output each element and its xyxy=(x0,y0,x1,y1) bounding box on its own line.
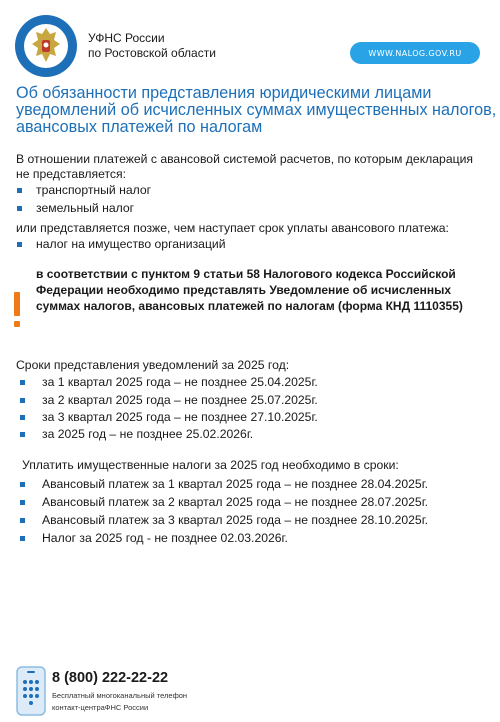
deadline-item: за 2025 год – не позднее 25.02.2026г. xyxy=(42,427,254,441)
bullet-icon xyxy=(20,536,25,541)
notice-line: суммах налогов, авансовых платежей по налогам (форма КНД 1110355) xyxy=(36,299,463,313)
tax-item: транспортный налог xyxy=(36,183,152,197)
hotline-phone[interactable]: 8 (800) 222-22-22 xyxy=(52,670,169,686)
title-line: уведомлений об исчисленных суммах имущественных налогов, xyxy=(16,101,497,119)
payment-item: Налог за 2025 год - не позднее 02.03.2026г. xyxy=(42,531,288,545)
bullet-icon xyxy=(20,398,25,403)
payment-item: Авансовый платеж за 1 квартал 2025 года – не позднее 28.04.2025г. xyxy=(42,477,429,491)
bullet-icon xyxy=(17,242,22,247)
tax-item: налог на имущество организаций xyxy=(36,237,226,251)
payment-item: Авансовый платеж за 2 квартал 2025 года – не позднее 28.07.2025г. xyxy=(42,495,429,509)
hotline-note-line2: контакт-центраФНС России xyxy=(52,703,149,712)
org-name-line1: УФНС России xyxy=(88,31,165,45)
intro-text-line1: В отношении платежей с авансовой системой расчетов, по которым декларация xyxy=(16,152,473,166)
bullet-icon xyxy=(17,206,22,211)
org-name-line2: по Ростовской области xyxy=(88,46,216,60)
deadline-item: за 3 квартал 2025 года – не позднее 27.10.2025г. xyxy=(42,410,318,424)
intro-text-line3: или представляется позже, чем наступает срок уплаты авансового платежа: xyxy=(16,221,449,235)
hotline-note-line1: Бесплатный многоканальный телефон xyxy=(52,691,188,700)
bullet-icon xyxy=(20,482,25,487)
intro-text-line2: не представляется: xyxy=(16,167,127,181)
tax-item: земельный налог xyxy=(36,201,135,215)
deadline-item: за 1 квартал 2025 года – не позднее 25.04.2025г. xyxy=(42,375,318,389)
bullet-icon xyxy=(20,518,25,523)
deadline-item: за 2 квартал 2025 года – не позднее 25.07.2025г. xyxy=(42,393,318,407)
payments-heading: Уплатить имущественные налоги за 2025 год необходимо в сроки: xyxy=(22,458,399,472)
exclamation-icon xyxy=(10,292,24,328)
website-link-button[interactable]: WWW.NALOG.GOV.RU xyxy=(350,42,480,64)
phone-icon xyxy=(16,666,46,716)
bullet-icon xyxy=(20,432,25,437)
payment-item: Авансовый платеж за 3 квартал 2025 года – не позднее 28.10.2025г. xyxy=(42,513,429,527)
bullet-icon xyxy=(20,415,25,420)
bullet-icon xyxy=(17,188,22,193)
bullet-icon xyxy=(20,500,25,505)
bullet-icon xyxy=(20,380,25,385)
page-title xyxy=(16,84,497,136)
fns-emblem-icon xyxy=(14,14,78,78)
notice-line: Федерации необходимо представлять Уведомление об исчисленных xyxy=(36,283,452,297)
deadlines-heading: Сроки представления уведомлений за 2025 год: xyxy=(16,358,290,372)
notice-line: в соответствии с пунктом 9 статьи 58 Налогового кодекса Российской xyxy=(36,267,456,281)
title-line: Об обязанности представления юридическими лицами xyxy=(16,84,432,102)
title-line: авансовых платежей по налогам xyxy=(16,118,263,136)
